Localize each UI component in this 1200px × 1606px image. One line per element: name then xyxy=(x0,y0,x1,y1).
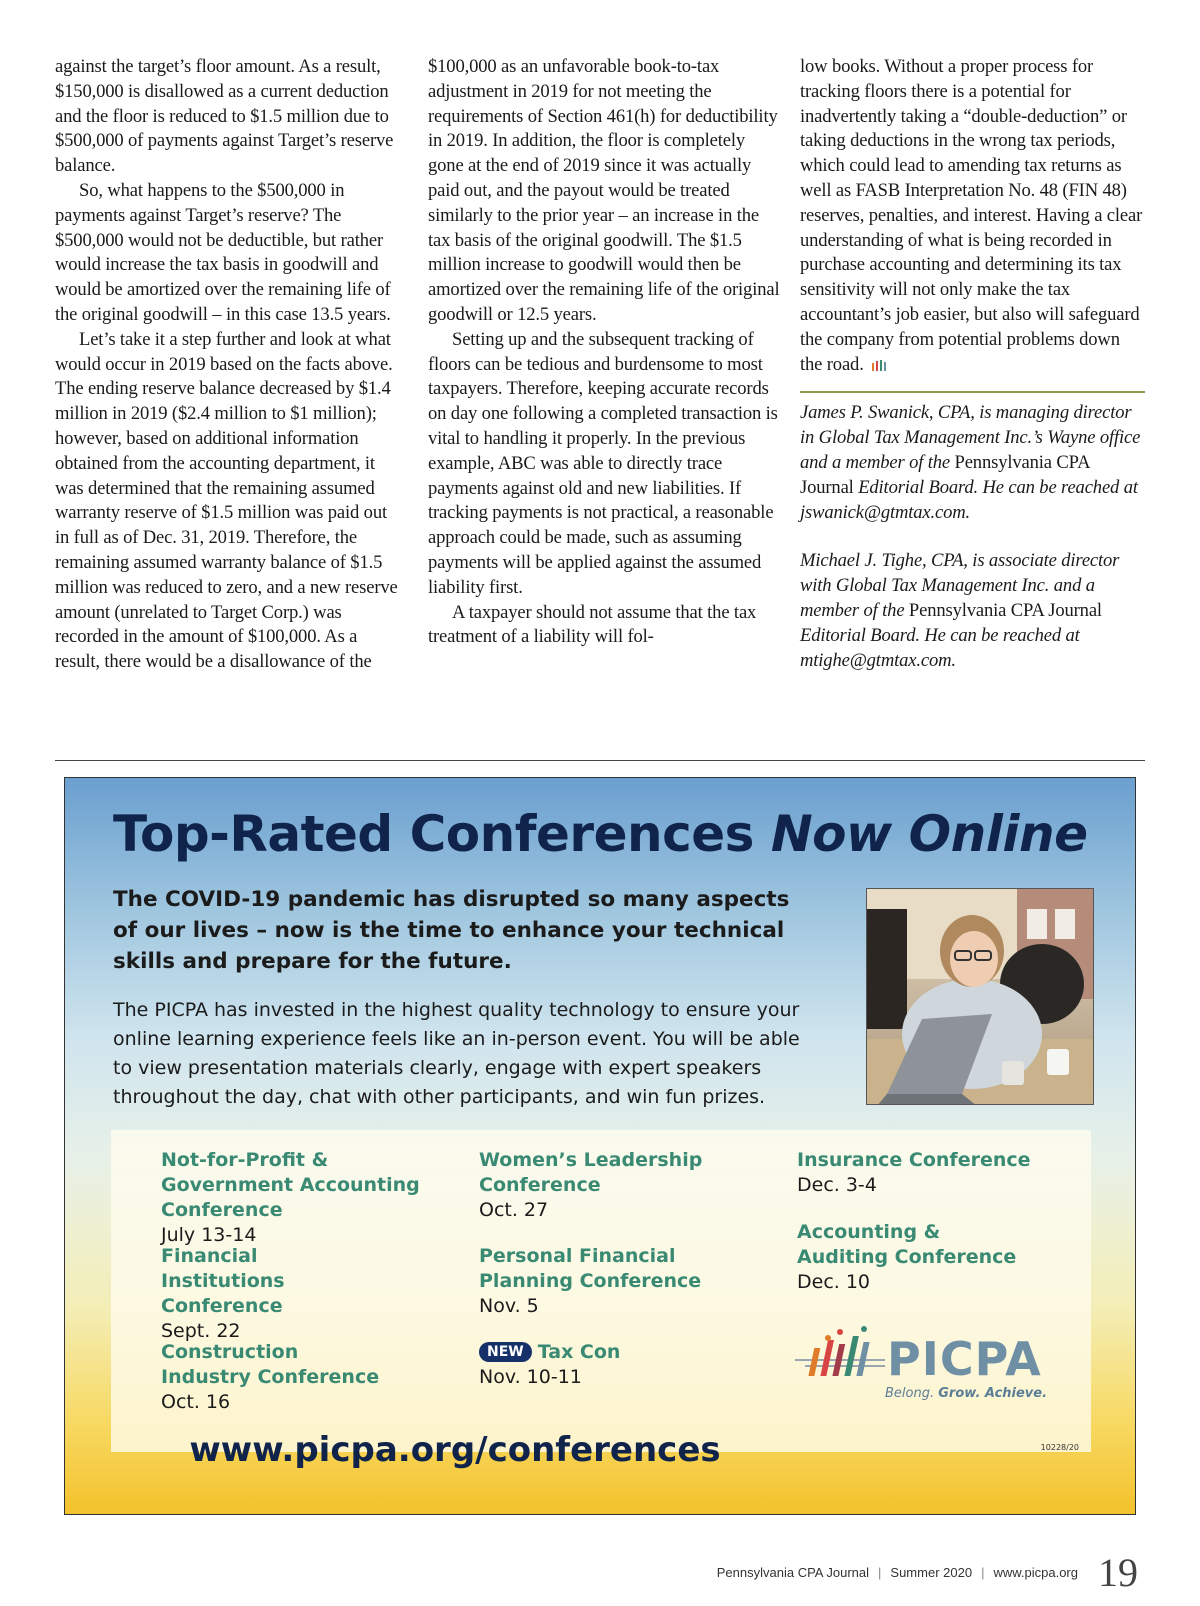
picpa-tagline xyxy=(885,1386,1047,1401)
conference-name: Insurance Conference xyxy=(797,1149,1031,1171)
journal-name: Pennsylvania CPA Journal xyxy=(908,599,1102,621)
conference-name: Accounting & Auditing Conference xyxy=(797,1221,1017,1268)
footer-text: Pennsylvania CPA Journal | Summer 2020 | www.picpa.org xyxy=(716,1565,1078,1580)
paragraph: against the target’s floor amount. As a result, $150,000 is disallowed as a current deduction and the floor is reduced to $1.5 million due to $500,000 of payments against Target’s reserve balance. xyxy=(55,56,394,177)
paragraph: A taxpayer should not assume that the tax treatment of a liability will fol- xyxy=(428,601,757,648)
conference-name: Construction Industry Conference xyxy=(161,1341,380,1388)
tagline-part: Achieve. xyxy=(984,1386,1048,1401)
conference-name: Personal Financial Planning Conference xyxy=(479,1245,702,1292)
conference-date: Dec. 10 xyxy=(797,1271,871,1293)
conference-item xyxy=(161,1148,461,1248)
author-bio xyxy=(800,549,1145,673)
website-link[interactable]: www.picpa.org xyxy=(993,1565,1078,1580)
conference-item xyxy=(479,1148,739,1223)
photo-illustration xyxy=(867,889,1094,1105)
conference-item xyxy=(797,1148,1057,1198)
bio-text: Editorial Board. He can be reached at jswanick@gtmtax.com. xyxy=(800,476,1138,523)
conference-item xyxy=(161,1244,461,1344)
bio-text: Michael J. Tighe, CPA, is associate director with Global Tax Management Inc. and a member of the xyxy=(800,550,1120,621)
ad-title-emphasis: Now Online xyxy=(770,805,1088,863)
conference-item xyxy=(479,1340,739,1390)
page-number: 19 xyxy=(1098,1550,1138,1595)
conference-date: Oct. 27 xyxy=(479,1199,549,1221)
conference-item xyxy=(479,1244,739,1319)
new-badge: NEW xyxy=(479,1342,532,1362)
conference-name xyxy=(479,1340,739,1365)
picpa-wordmark: PICPA xyxy=(887,1332,1042,1386)
conference-name: Financial Institutions Conference xyxy=(161,1245,285,1317)
ad-code: 10228/20 xyxy=(1040,1443,1079,1452)
ad-lead: The COVID-19 pandemic has disrupted so many aspects of our lives – now is the time to enhance your technical skills and prepare for the future. xyxy=(113,887,790,974)
ad-title-main: Top-Rated Conferences xyxy=(113,805,771,863)
end-mark-icon xyxy=(870,358,890,372)
journal-name: Pennsylvania CPA Journal xyxy=(800,451,1090,498)
bio-divider xyxy=(800,391,1145,393)
tagline-part: Grow. xyxy=(938,1386,985,1401)
bio-text: James P. Swanick, CPA, is managing director in Global Tax Management Inc.’s Wayne office and a member of the xyxy=(800,402,1141,473)
section-divider xyxy=(55,760,1145,761)
conference-date: July 13-14 xyxy=(161,1224,257,1246)
tagline-part: Belong. xyxy=(885,1386,939,1401)
conference-date: Dec. 3-4 xyxy=(797,1174,877,1196)
author-bio xyxy=(800,401,1145,525)
conference-date: Sept. 22 xyxy=(161,1320,241,1342)
issue-date: Summer 2020 xyxy=(890,1565,973,1580)
woman-at-laptop-photo xyxy=(866,888,1094,1105)
ad-body: The PICPA has invested in the highest quality technology to ensure your online learning experience feels like an in-person event. You will be able to view presentation materials clearly, engage with expert speakers throughout the day, chat with other participants, and win fun prizes. xyxy=(113,999,800,1108)
paragraph: $100,000 as an unfavorable book-to-tax adjustment in 2019 for not meeting the requirements of Section 461(h) for deductibility in 2019. In addition, the floor is completely gone at the end of 2019 since it was actually paid out, and the payout would be treated similarly to the prior year – an increase in the tax basis of the original goodwill. The $1.5 million increase to goodwill would then be amortized over the remaining life of the original goodwill or 12.5 years. xyxy=(428,56,780,325)
conference-name: Women’s Leadership Conference xyxy=(479,1149,703,1196)
bio-text: Editorial Board. He can be reached at mtighe@gtmtax.com. xyxy=(800,624,1080,671)
conference-name: Not-for-Profit & Government Accounting Conference xyxy=(161,1149,420,1221)
article-column-1 xyxy=(55,55,405,675)
paragraph: So, what happens to the $500,000 in payments against Target’s reserve? The $500,000 would not be deductible, but rather would increase the tax basis in goodwill and would be amortized over the remaining life of the original goodwill – in this case 13.5 years. xyxy=(55,179,391,325)
conference-date: Nov. 5 xyxy=(479,1295,539,1317)
conference-url[interactable]: www.picpa.org/conferences xyxy=(189,1430,721,1470)
conference-name-text: Tax Con xyxy=(537,1341,621,1363)
conference-date: Nov. 10-11 xyxy=(479,1366,582,1388)
conference-item xyxy=(161,1340,421,1415)
paragraph xyxy=(800,55,1145,377)
paragraph: Setting up and the subsequent tracking of floors can be tedious and burdensome to most taxpayers. Therefore, keeping accurate records on day one following a completed transaction is vital to handling it properly. In the previous example, ABC was able to directly trace payments against old and new liabilities. If tracking payments is not practical, a reasonable approach could be made, such as assuming payments will be applied against the assumed liability first. xyxy=(428,328,778,598)
conference-advertisement xyxy=(64,777,1136,1515)
conference-item xyxy=(797,1220,1057,1295)
journal-title: Pennsylvania CPA Journal xyxy=(716,1565,870,1580)
article-column-2 xyxy=(428,55,780,650)
article-column-3 xyxy=(800,55,1145,673)
paragraph: Let’s take it a step further and look at what would occur in 2019 based on the facts above. The ending reserve balance decreased by $1.4 million in 2019 ($2.4 million to $1 million); however, based on additional information obtained from the accounting department, it was determined that the remaining assumed warranty reserve of $1.5 million was paid out in full as of Dec. 31, 2019. Therefore, the remaining assumed warranty balance of $1.5 million was reduced to zero, and a new reserve amount (unrelated to Target Corp.) was recorded in the amount of $100,000. As a result, there would be a disallowance of the xyxy=(55,328,398,673)
paragraph-text: low books. Without a proper process for tracking floors there is a potential for inadvertently taking a “double-deduction” or taking deductions in the wrong tax periods, which could lead to amending tax returns as well as FASB Interpretation No. 48 (FIN 48) reserves, penalties, and interest. Having a clear understanding of what is being recorded in purchase accounting and determining its tax sensitivity will not only make the tax accountant’s job easier, but also will safeguard the company from potential problems down the road. xyxy=(800,56,1143,375)
ad-title xyxy=(113,804,1088,864)
conference-date: Oct. 16 xyxy=(161,1391,231,1413)
